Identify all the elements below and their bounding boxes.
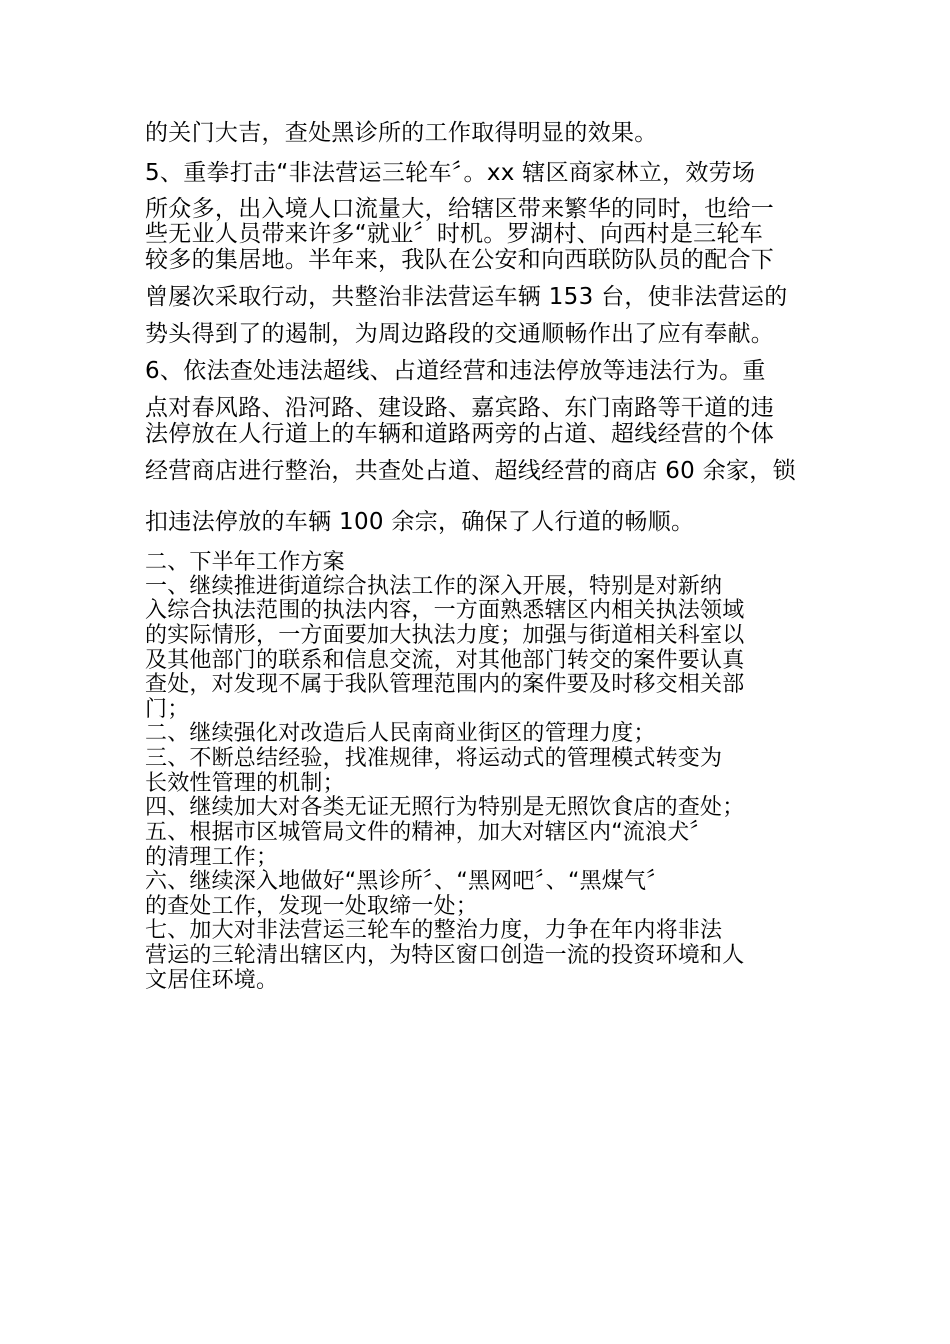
paragraph-line: 势头得到了的遏制，为周边路段的交通顺畅作出了应有奉献。	[145, 321, 775, 347]
plan-line: 二、继续强化对改造后人民南商业街区的管理力度；	[145, 721, 656, 746]
plan-line: 一、继续推进街道综合执法工作的深入开展，特别是对新纳	[145, 574, 723, 599]
paragraph-line: 法停放在人行道上的车辆和道路两旁的占道、超线经营的个体	[145, 421, 775, 447]
section-heading: 二、下半年工作方案	[145, 550, 345, 575]
plan-line: 的清理工作；	[145, 845, 279, 870]
plan-line: 营运的三轮清出辖区内，为特区窗口创造一流的投资环境和人	[145, 943, 745, 968]
paragraph-line: 点对春风路、沿河路、建设路、嘉宾路、东门南路等干道的违	[145, 395, 775, 421]
plan-line: 长效性管理的机制；	[145, 771, 345, 796]
paragraph-line: 6、依法查处违法超线、占道经营和违法停放等违法行为。重	[145, 358, 766, 384]
plan-line: 四、继续加大对各类无证无照行为特别是无照饮食店的查处；	[145, 795, 745, 820]
plan-line: 的查处工作，发现一处取缔一处；	[145, 894, 479, 919]
plan-line: 文居住环境。	[145, 968, 279, 993]
plan-line: 入综合执法范围的执法内容，一方面熟悉辖区内相关执法领域	[145, 598, 745, 623]
plan-line: 三、不断总结经验，找准规律，将运动式的管理模式转变为	[145, 746, 723, 771]
paragraph-line: 5、重拳打击“非法营运三轮车〞。xx 辖区商家林立，效劳场	[145, 160, 756, 186]
paragraph-line: 所众多，出入境人口流量大，给辖区带来繁华的同时，也给一	[145, 196, 775, 222]
plan-line: 门；	[145, 697, 190, 722]
paragraph-line: 经营商店进行整治，共查处占道、超线经营的商店 60 余家，锁	[145, 458, 796, 484]
plan-line: 六、继续深入地做好“黑诊所〞、“黑网吧〞、“黑煤气〞	[145, 869, 669, 894]
paragraph-line: 些无业人员带来许多“就业〞时机。罗湖村、向西村是三轮车	[145, 221, 764, 247]
plan-line: 五、根据市区城管局文件的精神，加大对辖区内“流浪犬〞	[145, 820, 712, 845]
plan-line: 及其他部门的联系和信息交流，对其他部门转交的案件要认真	[145, 648, 745, 673]
plan-line: 七、加大对非法营运三轮车的整治力度，力争在年内将非法	[145, 918, 723, 943]
paragraph-line: 的关门大吉，查处黑诊所的工作取得明显的效果。	[145, 120, 658, 146]
paragraph-line: 曾屡次采取行动，共整治非法营运车辆 153 台，使非法营运的	[145, 284, 788, 310]
paragraph-line: 较多的集居地。半年来，我队在公安和向西联防队员的配合下	[145, 247, 775, 273]
paragraph-line: 扣违法停放的车辆 100 余宗，确保了人行道的畅顺。	[145, 509, 695, 535]
plan-line: 查处，对发现不属于我队管理范围内的案件要及时移交相关部	[145, 672, 745, 697]
plan-line: 的实际情形，一方面要加大执法力度；加强与街道相关科室以	[145, 623, 745, 648]
